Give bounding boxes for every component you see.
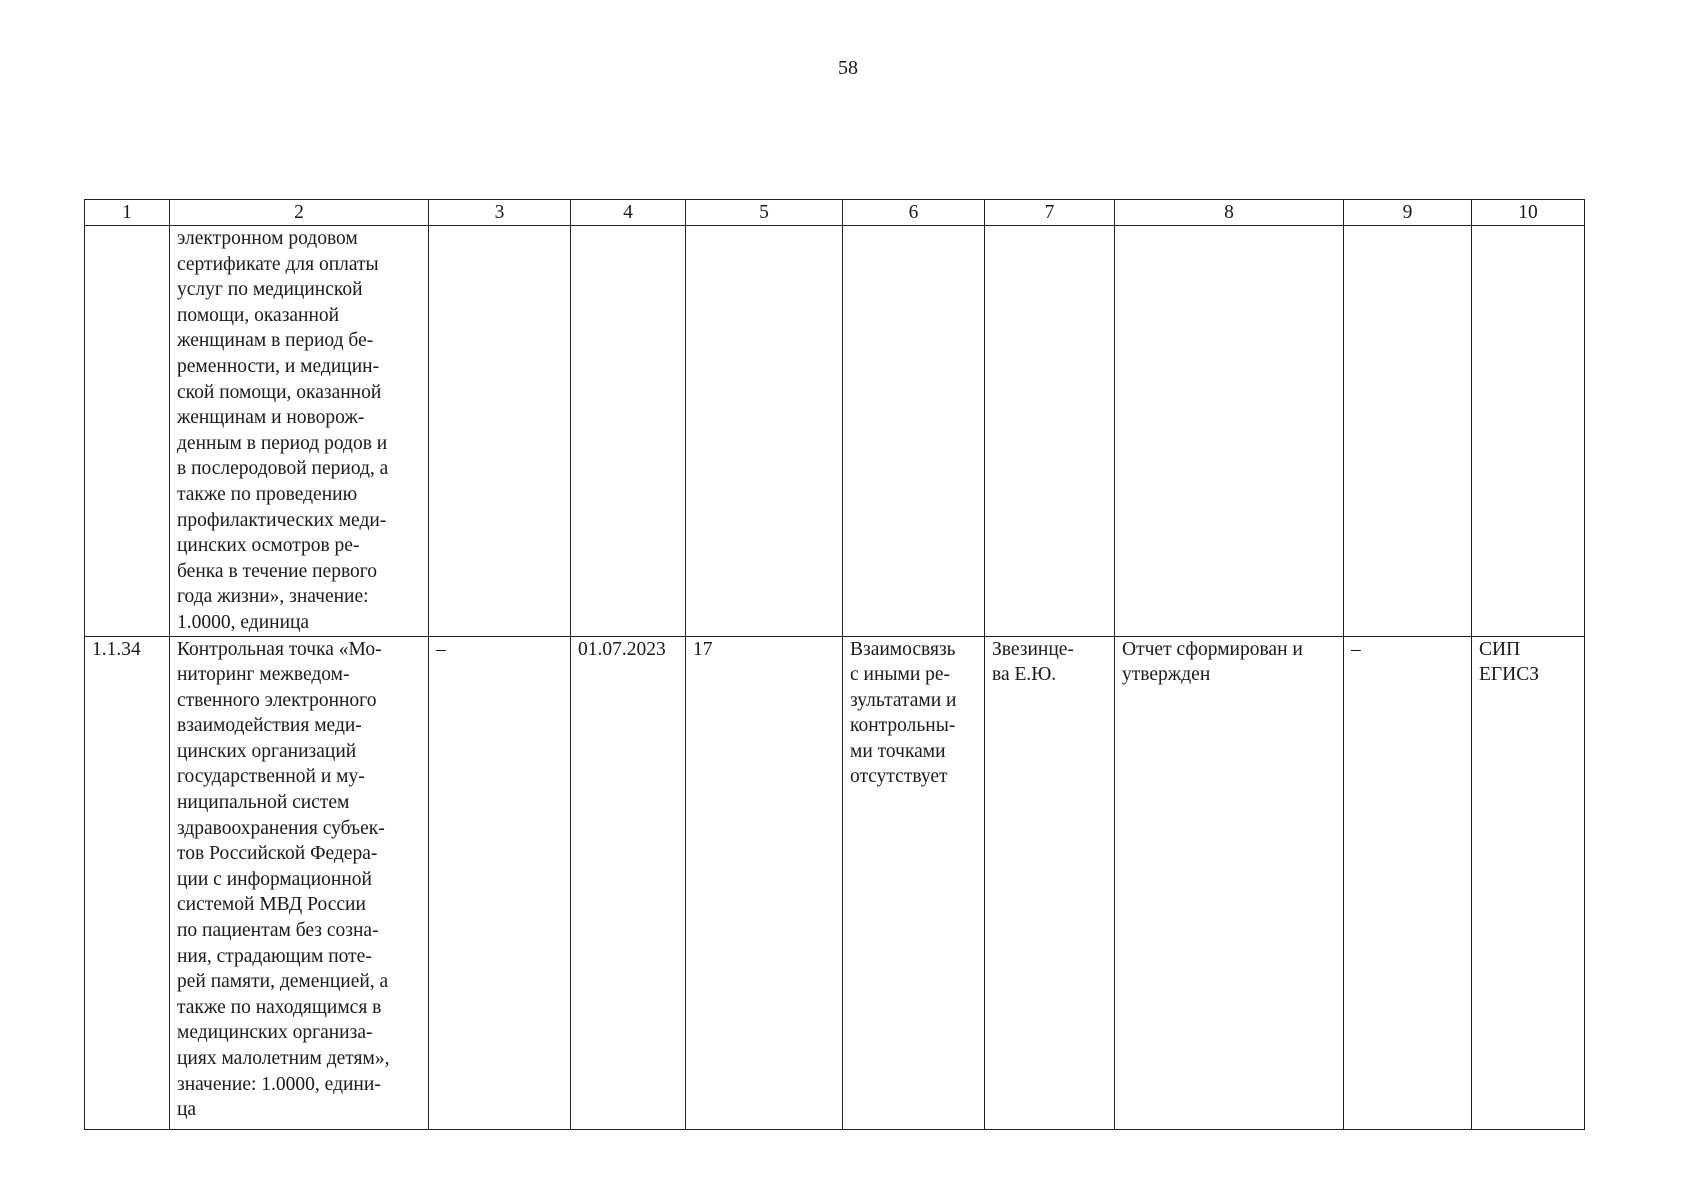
cell-text: Взаимосвязь с иными ре- зультатами и контрольны- ми точками отсутствует [850, 638, 957, 788]
header-col-9: 9 [1344, 200, 1472, 226]
document-table [84, 199, 1585, 1130]
cell-text: 1.1.34 [92, 638, 141, 660]
table-row [85, 226, 1585, 637]
header-col-1: 1 [85, 200, 170, 226]
cell-col-7 [985, 226, 1115, 637]
table-row [85, 636, 1585, 1129]
cell-number [85, 226, 170, 637]
cell-text: – [436, 638, 446, 660]
cell-text: 17 [693, 638, 713, 660]
cell-number [85, 636, 170, 1129]
cell-col-5 [686, 226, 843, 637]
header-col-7: 7 [985, 200, 1115, 226]
header-col-4: 4 [571, 200, 686, 226]
header-col-2: 2 [170, 200, 429, 226]
cell-col-3 [429, 636, 571, 1129]
cell-col-3 [429, 226, 571, 637]
cell-responsible [985, 636, 1115, 1129]
header-col-8: 8 [1115, 200, 1344, 226]
cell-col-5 [686, 636, 843, 1129]
cell-col-6 [843, 226, 985, 637]
header-col-3: 3 [429, 200, 571, 226]
cell-text: Отчет сформирован и утвержден [1122, 638, 1303, 686]
cell-date [571, 636, 686, 1129]
cell-col-9 [1344, 226, 1472, 637]
header-col-10: 10 [1472, 200, 1585, 226]
cell-text: электронном родовом сертификате для оплаты услуг по медицинской помощи, оказанной женщинам в период бе- ременности, и медицин- ской помощи, оказанной женщинам и новорож- денным в период родов и в послеродовой период, а также по проведению профилактических меди- цинских осмотров ре- бенка в течение первого года жизни», значение: 1.0000, единица [177, 228, 389, 633]
cell-text: Звезинце- ва Е.Ю. [992, 638, 1074, 686]
table-header-row [85, 200, 1585, 226]
cell-description [170, 636, 429, 1129]
cell-text: – [1351, 638, 1361, 660]
header-col-5: 5 [686, 200, 843, 226]
cell-col-9 [1344, 636, 1472, 1129]
cell-text: Контрольная точка «Мо- ниторинг межведом- ственного электронного взаимодействия меди- цинских организаций государственной и му- ниципальной систем здравоохранения субъек- тов Российской Федера- ции с информационной системой МВД России по пациентам без созна- ния, страдающим поте- рей памяти, деменцией, а также по находящимся в медицинских организа- циях малолетним детям», значение: 1.0000, едини- ца [177, 638, 390, 1121]
cell-system [1472, 636, 1585, 1129]
cell-col-8 [1115, 226, 1344, 637]
cell-relation [843, 636, 985, 1129]
cell-col-4 [571, 226, 686, 637]
cell-text: СИП ЕГИСЗ [1479, 638, 1540, 686]
header-col-6: 6 [843, 200, 985, 226]
cell-text: 01.07.2023 [578, 638, 666, 660]
cell-description [170, 226, 429, 637]
page-number: 58 [838, 57, 858, 79]
cell-col-10 [1472, 226, 1585, 637]
cell-result [1115, 636, 1344, 1129]
